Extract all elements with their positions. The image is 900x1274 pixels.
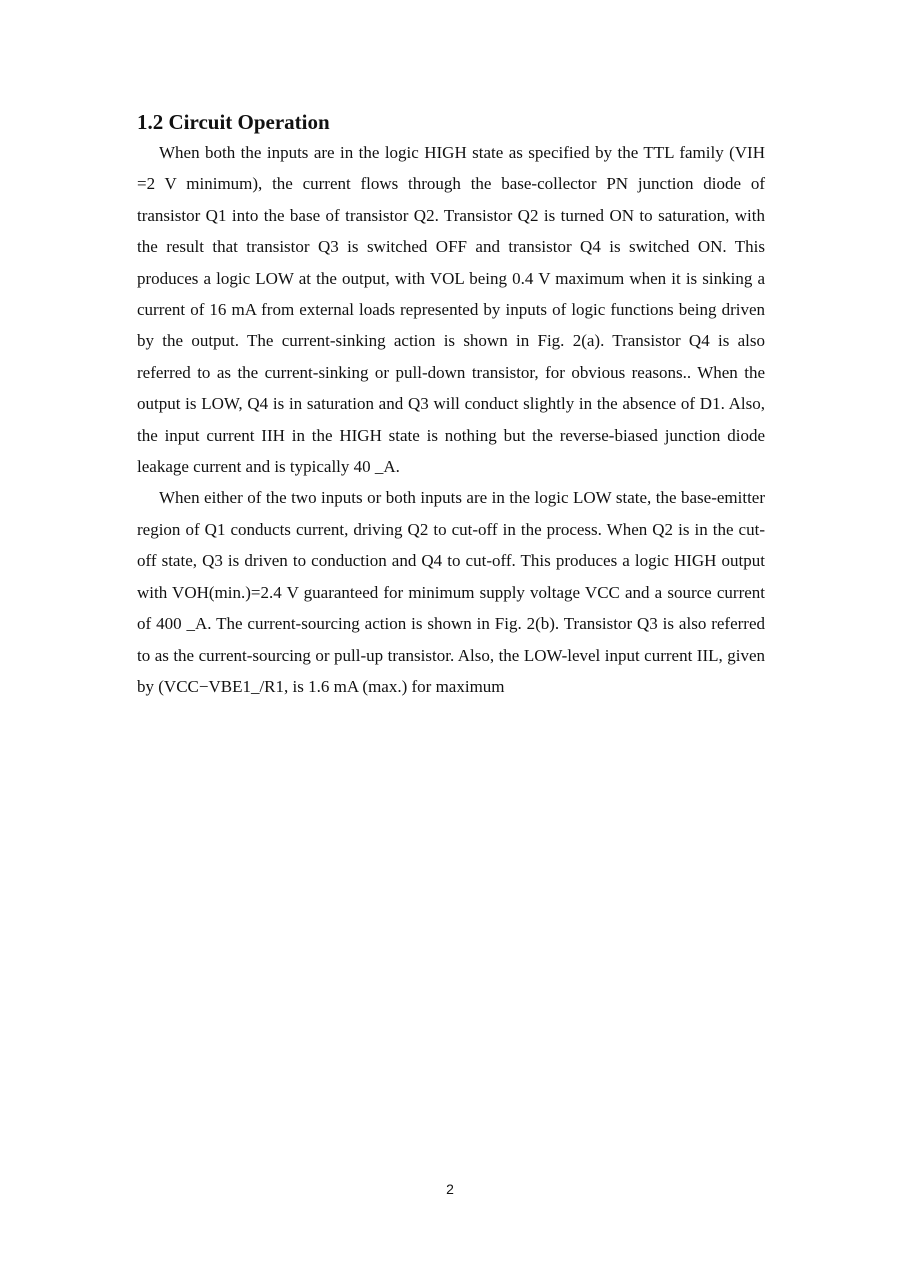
page-content bbox=[137, 108, 765, 702]
paragraph-high-state: When both the inputs are in the logic HIGH state as specified by the TTL family (VIH =2 V minimum), the current flows through the base-collector PN junction diode of transistor Q1 into the base of transistor Q2. Transistor Q2 is turned ON to saturation, with the result that transistor Q3 is switched OFF and transistor Q4 is switched ON. This produces a logic LOW at the output, with VOL being 0.4 V maximum when it is sinking a current of 16 mA from external loads represented by inputs of logic functions being driven by the output. The current-sinking action is shown in Fig. 2(a). Transistor Q4 is also referred to as the current-sinking or pull-down transistor, for obvious reasons.. When the output is LOW, Q4 is in saturation and Q3 will conduct slightly in the absence of D1. Also, the input current IIH in the HIGH state is nothing but the reverse-biased junction diode leakage current and is typically 40 _A. bbox=[137, 143, 765, 477]
page-number: 2 bbox=[446, 1181, 454, 1197]
section-heading: 1.2 Circuit Operation bbox=[137, 110, 330, 134]
paragraph-low-state: When either of the two inputs or both inputs are in the logic LOW state, the base-emitter region of Q1 conducts current, driving Q2 to cut-off in the process. When Q2 is in the cut-off state, Q3 is driven to conduction and Q4 to cut-off. This produces a logic HIGH output with VOH(min.)=2.4 V guaranteed for minimum supply voltage VCC and a source current of 400 _A. The current-sourcing action is shown in Fig. 2(b). Transistor Q3 is also referred to as the current-sourcing or pull-up transistor. Also, the LOW-level input current IIL, given by (VCC−VBE1_/R1, is 1.6 mA (max.) for maximum bbox=[137, 488, 765, 696]
